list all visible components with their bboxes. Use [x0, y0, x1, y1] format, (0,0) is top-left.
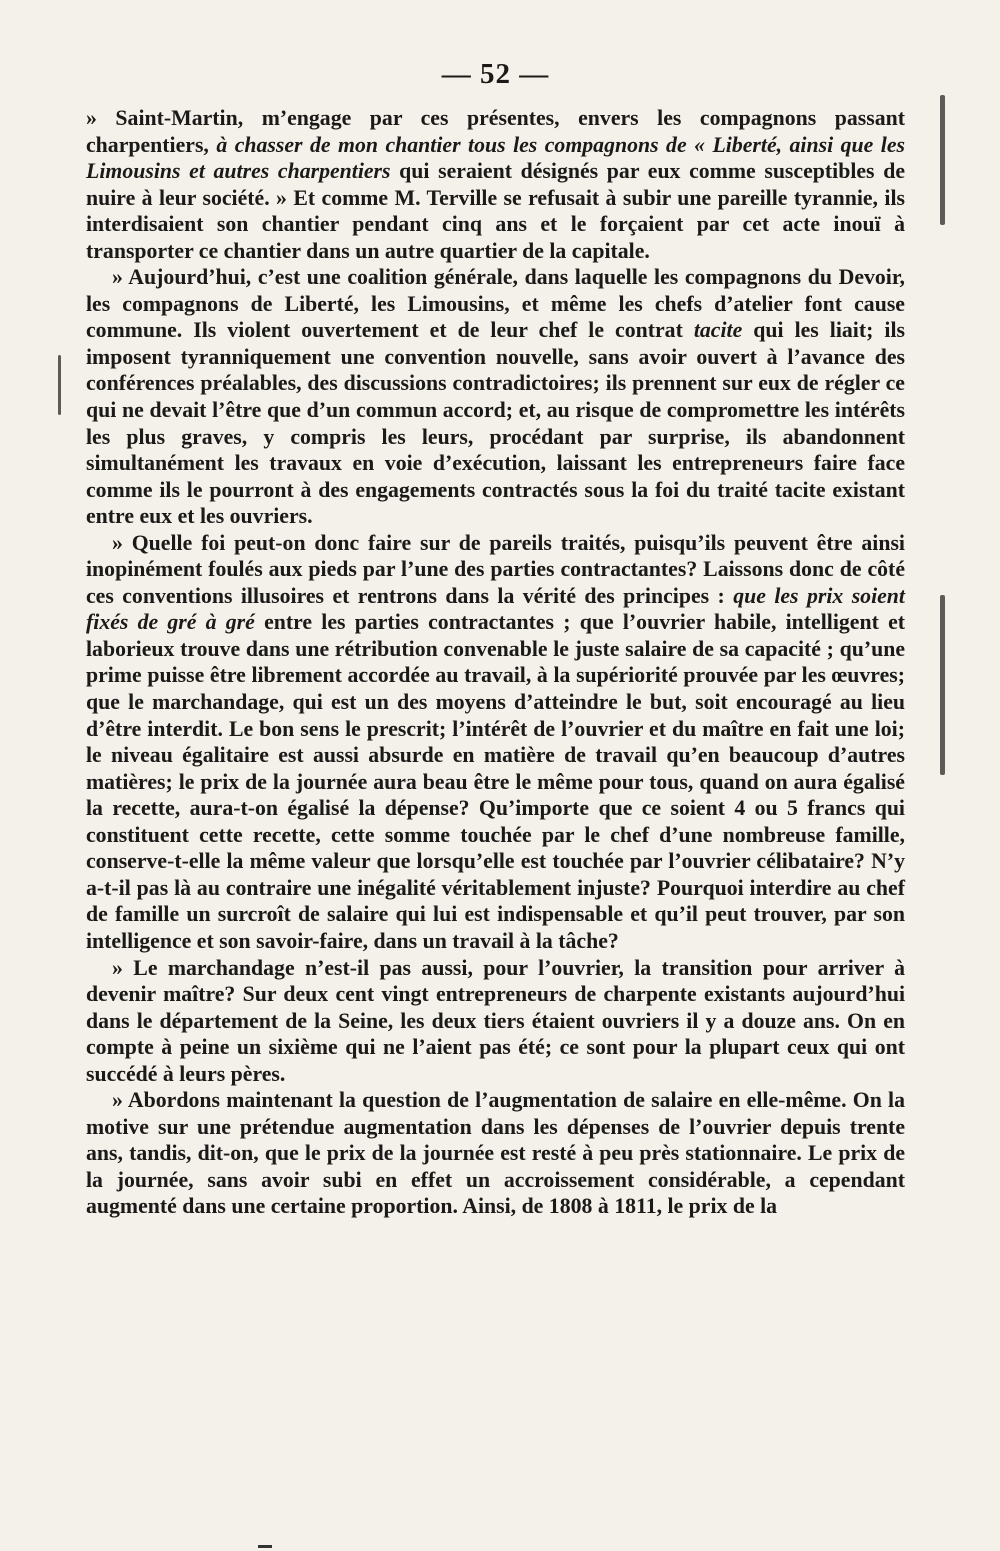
text-segment: qui les liait; ils imposent tyranniquement une convention nouvelle, sans avoir ouvert à l’avance des conférences préalables, des discussions contradictoires; ils prennent sur eux de régler ce qui ne devait l’être que d’un commun accord; et, au risque de compromettre les intérêts les plus graves, y compris les leurs, procédant par surprise, ils abandonnent simultanément les travaux en voie d’exécution, laissant les entrepreneurs faire face comme ils le pourront à des engagements contractés sous la foi du traité tacite existant entre eux et les ouvriers.	[86, 318, 905, 529]
paragraph	[86, 530, 905, 955]
text-segment: qui seraient désignés par eux comme susceptibles de nuire à leur société. » Et comme M. Terville se refusait à subir une pareille tyrannie, ils interdisaient son chantier pendant cinq ans et le forçaient par cet acte inouï à transporter ce chantier dans un autre quartier de la capitale.	[86, 159, 905, 263]
italic-text-segment: tacite	[693, 318, 743, 343]
left-edge-mark	[58, 355, 61, 415]
italic-text-segment: que les prix soient fixés de gré à gré	[86, 583, 905, 635]
text-segment: » Quelle foi peut-on donc faire sur de pareils traités, puisqu’ils peuvent être ainsi inopinément foulés aux pieds par l’une des parties contractantes? Laissons donc de côté ces conventions illusoires et rentrons dans la vérité des principes :	[86, 530, 905, 608]
paragraph	[86, 955, 905, 1088]
right-edge-mark-lower	[940, 595, 945, 775]
right-edge-mark	[940, 95, 945, 225]
text-segment: » Le marchandage n’est-il pas aussi, pour l’ouvrier, la transition pour arriver à devenir maître? Sur deux cent vingt entrepreneurs de charpente existants aujourd’hui dans le département de la Seine, les deux tiers étaient ouvriers il y a douze ans. On en compte à peine un sixième qui ne l’aient pas été; ce sont pour la plupart ceux qui ont succédé à leurs pères.	[86, 955, 905, 1086]
text-segment: » Saint-Martin, m’engage par ces présentes, envers les compagnons passant charpentiers,	[86, 106, 905, 157]
body-text	[86, 105, 905, 1220]
paragraph	[86, 264, 905, 529]
italic-text-segment: à chasser de mon chantier tous les compagnons de « Liberté, ainsi que les Limousins et autres charpentiers	[86, 132, 905, 184]
page-number: — 52 —	[441, 58, 550, 90]
text-segment: entre les parties contractantes ; que l’ouvrier habile, intelligent et laborieux trouve dans une rétribution convenable le juste salaire de sa capacité ; qu’une prime puisse être librement accordée au travail, à la supériorité prouvée par les œuvres; que le marchandage, qui est un des moyens d’atteindre le but, soit encouragé au lieu d’être interdit. Le bon sens le prescrit; l’intérêt de l’ouvrier et du maître en fait une loi; le niveau égalitaire est aussi absurde en matière de travail qu’en beaucoup d’autres matières; le prix de la journée aura beau être le même pour tous, quand on aura égalisé la recette, aura-t-on égalisé la dépense? Qu’importe que ce soient 4 ou 5 francs qui constituent cette recette, cette somme touchée par le chef d’une nombreuse famille, conserve-t-elle la même valeur que lorsqu’elle est touchée par l’ouvrier célibataire? N’y a-t-il pas là au contraire une inégalité véritablement injuste? Pourquoi interdire au chef de famille un surcroît de salaire qui lui est indispensable et qu’il peut trouver, par son intelligence et son savoir-faire, dans un travail à la tâche?	[86, 610, 905, 953]
paragraph	[86, 1087, 905, 1220]
text-segment: » Abordons maintenant la question de l’augmentation de salaire en elle-même. On la motive sur une prétendue augmentation dans les dépenses de l’ouvrier depuis trente ans, tandis, dit-on, que le prix de la journée est resté à peu près stationnaire. Le prix de la journée, sans avoir subi en effet un accroissement considérable, a cependant augmenté dans une certaine proportion. Ainsi, de 1808 à 1811, le prix de la	[86, 1088, 905, 1219]
paragraph	[86, 105, 905, 264]
bottom-ink-mark	[258, 1545, 272, 1548]
text-segment: » Aujourd’hui, c’est une coalition générale, dans laquelle les compagnons du Devoir, les compagnons de Liberté, les Limousins, et même les chefs d’atelier font cause commune. Ils violent ouvertement et de leur chef le contrat	[86, 265, 905, 343]
